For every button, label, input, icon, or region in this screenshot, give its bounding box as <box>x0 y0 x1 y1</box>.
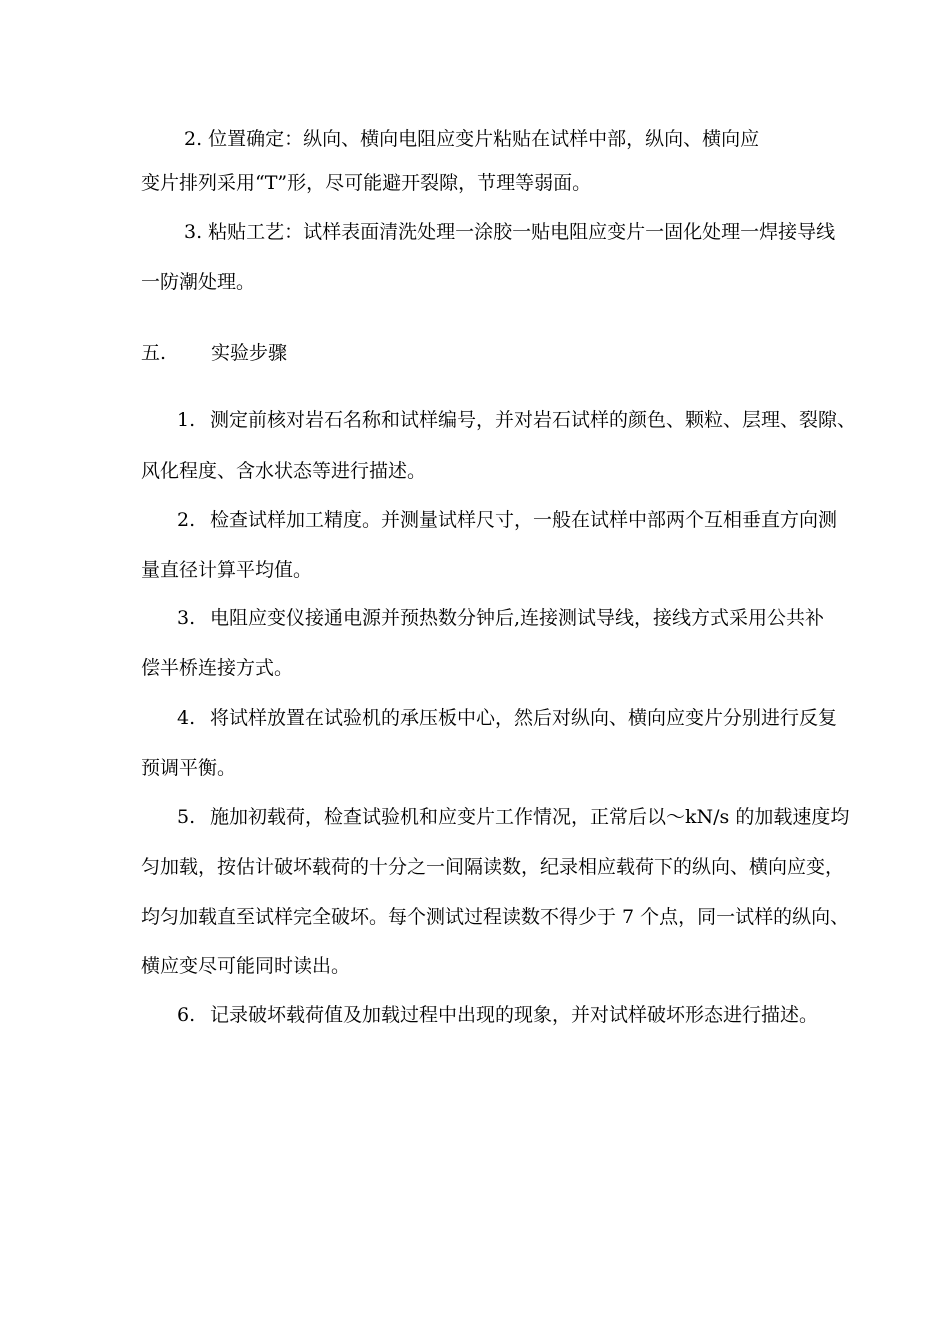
step-4-line-2: 预调平衡。 <box>141 757 237 779</box>
step-4-line-1: 将试样放置在试验机的承压板中心，然后对纵向、横向应变片分别进行反复 <box>210 707 838 729</box>
step-5-line-4: 横应变尽可能同时读出。 <box>141 955 351 977</box>
paragraph-3-line-2: 一防潮处理。 <box>141 271 256 293</box>
section-title: 实验步骤 <box>211 342 288 364</box>
step-5-line-1: 施加初载荷，检查试验机和应变片工作情况，正常后以～kN/s 的加载速度均 <box>210 806 850 828</box>
step-3-number: 3. <box>177 607 196 629</box>
step-1-line-2: 风化程度、含水状态等进行描述。 <box>141 460 427 482</box>
step-6-line-1: 记录破坏载荷值及加载过程中出现的现象，并对试样破坏形态进行描述。 <box>210 1004 819 1026</box>
step-2-number: 2. <box>177 509 196 531</box>
step-3-line-1: 电阻应变仪接通电源并预热数分钟后,连接测试导线，接线方式采用公共补 <box>210 607 825 629</box>
step-2-line-1: 检查试样加工精度。并测量试样尺寸，一般在试样中部两个互相垂直方向测 <box>210 509 838 531</box>
step-6-number: 6. <box>177 1004 196 1026</box>
paragraph-3-line-1: 3. 粘贴工艺：试样表面清洗处理一涂胶一贴电阻应变片一固化处理一焊接导线 <box>184 221 836 243</box>
section-number: 五. <box>141 342 167 364</box>
step-1-number: 1. <box>177 409 196 431</box>
step-5-line-2: 匀加载，按估计破坏载荷的十分之一间隔读数，纪录相应载荷下的纵向、横向应变， <box>141 856 845 878</box>
paragraph-2-line-1: 2. 位置确定：纵向、横向电阻应变片粘贴在试样中部，纵向、横向应 <box>184 128 760 150</box>
step-5-line-3: 均匀加载直至试样完全破坏。每个测试过程读数不得少于 7 个点，同一试样的纵向、 <box>141 906 850 928</box>
paragraph-2-line-2: 变片排列采用“T”形，尽可能避开裂隙，节理等弱面。 <box>141 172 592 194</box>
step-2-line-2: 量直径计算平均值。 <box>141 559 313 581</box>
step-1-line-1: 测定前核对岩石名称和试样编号，并对岩石试样的颜色、颗粒、层理、裂隙、 <box>210 409 857 431</box>
step-5-number: 5. <box>177 806 196 828</box>
step-4-number: 4. <box>177 707 196 729</box>
step-3-line-2: 偿半桥连接方式。 <box>141 657 294 679</box>
